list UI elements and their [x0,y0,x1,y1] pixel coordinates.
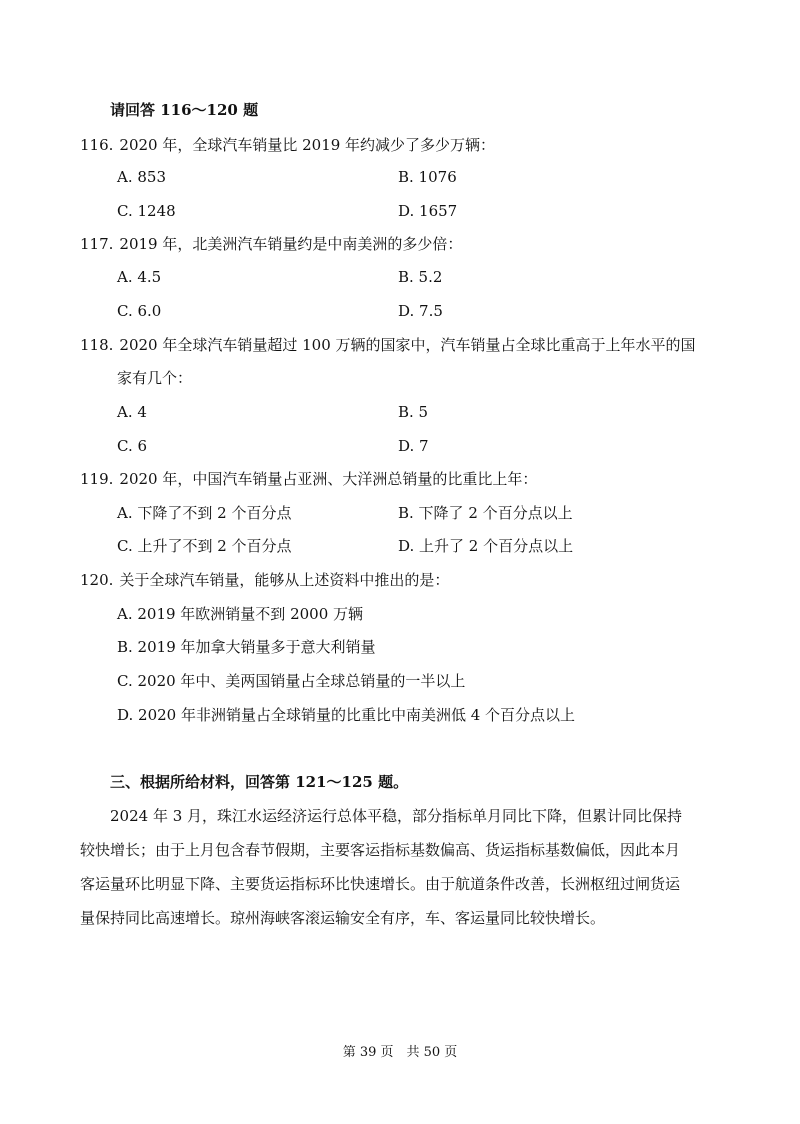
page-footer: 第 39 页 共 50 页 [342,1045,458,1060]
question-text: 2019 年，北美洲汽车销量约是中南美洲的多少倍： [119,235,463,253]
question-text: 2020 年，全球汽车销量比 2019 年约减少了多少万辆： [119,136,496,154]
option-c: C. 6.0 [117,302,162,320]
option-b: B. 5.2 [398,268,443,286]
question-text: 2020 年，中国汽车销量占亚洲、大洋洲总销量的比重比上年： [119,470,538,488]
question-text: 关于全球汽车销量，能够从上述资料中推出的是： [119,571,450,589]
section-title: 三、根据所给材料，回答第 121～125 题。 [110,773,409,791]
question-text-continued: 家有几个： [117,369,193,387]
question-number: 120. [80,571,114,589]
question-116 [80,135,495,155]
option-a: A. 853 [117,168,166,186]
option-d: D. 上升了 2 个百分点以上 [398,537,574,555]
option-c: C. 6 [117,437,148,455]
option-c: C. 1248 [117,202,176,220]
paragraph-line: 较快增长；由于上月包含春节假期，主要客运指标基数偏高、货运指标基数偏低，因此本月 [80,841,681,859]
option-a: A. 2019 年欧洲销量不到 2000 万辆 [117,605,364,623]
option-a: A. 4.5 [117,268,162,286]
question-120 [80,570,449,590]
section-heading: 请回答 116～120 题 [110,101,259,119]
option-b: B. 5 [398,403,429,421]
option-a: A. 4 [117,403,147,421]
question-number: 116. [80,136,114,154]
question-117 [80,234,462,254]
option-d: D. 1657 [398,202,458,220]
question-119 [80,469,537,489]
option-d: D. 2020 年非洲销量占全球销量的比重比中南美洲低 4 个百分点以上 [117,706,576,724]
option-b: B. 1076 [398,168,457,186]
question-text: 2020 年全球汽车销量超过 100 万辆的国家中，汽车销量占全球比重高于上年水平的国 [119,336,696,354]
paragraph-line: 量保持同比高速增长。琼州海峡客滚运输安全有序，车、客运量同比较快增长。 [80,909,606,927]
option-b: B. 2019 年加拿大销量多于意大利销量 [117,638,376,656]
option-c: C. 上升了不到 2 个百分点 [117,537,292,555]
question-118 [80,335,696,355]
option-a: A. 下降了不到 2 个百分点 [117,504,292,522]
question-number: 117. [80,235,114,253]
question-number: 118. [80,336,114,354]
paragraph-line: 2024 年 3 月，珠江水运经济运行总体平稳，部分指标单月同比下降，但累计同比保持 [110,807,683,825]
question-number: 119. [80,470,114,488]
option-c: C. 2020 年中、美两国销量占全球总销量的一半以上 [117,672,466,690]
paragraph-line: 客运量环比明显下降、主要货运指标环比快速增长。由于航道条件改善，长洲枢纽过闸货运 [80,875,681,893]
option-d: D. 7 [398,437,429,455]
option-b: B. 下降了 2 个百分点以上 [398,504,573,522]
option-d: D. 7.5 [398,302,443,320]
